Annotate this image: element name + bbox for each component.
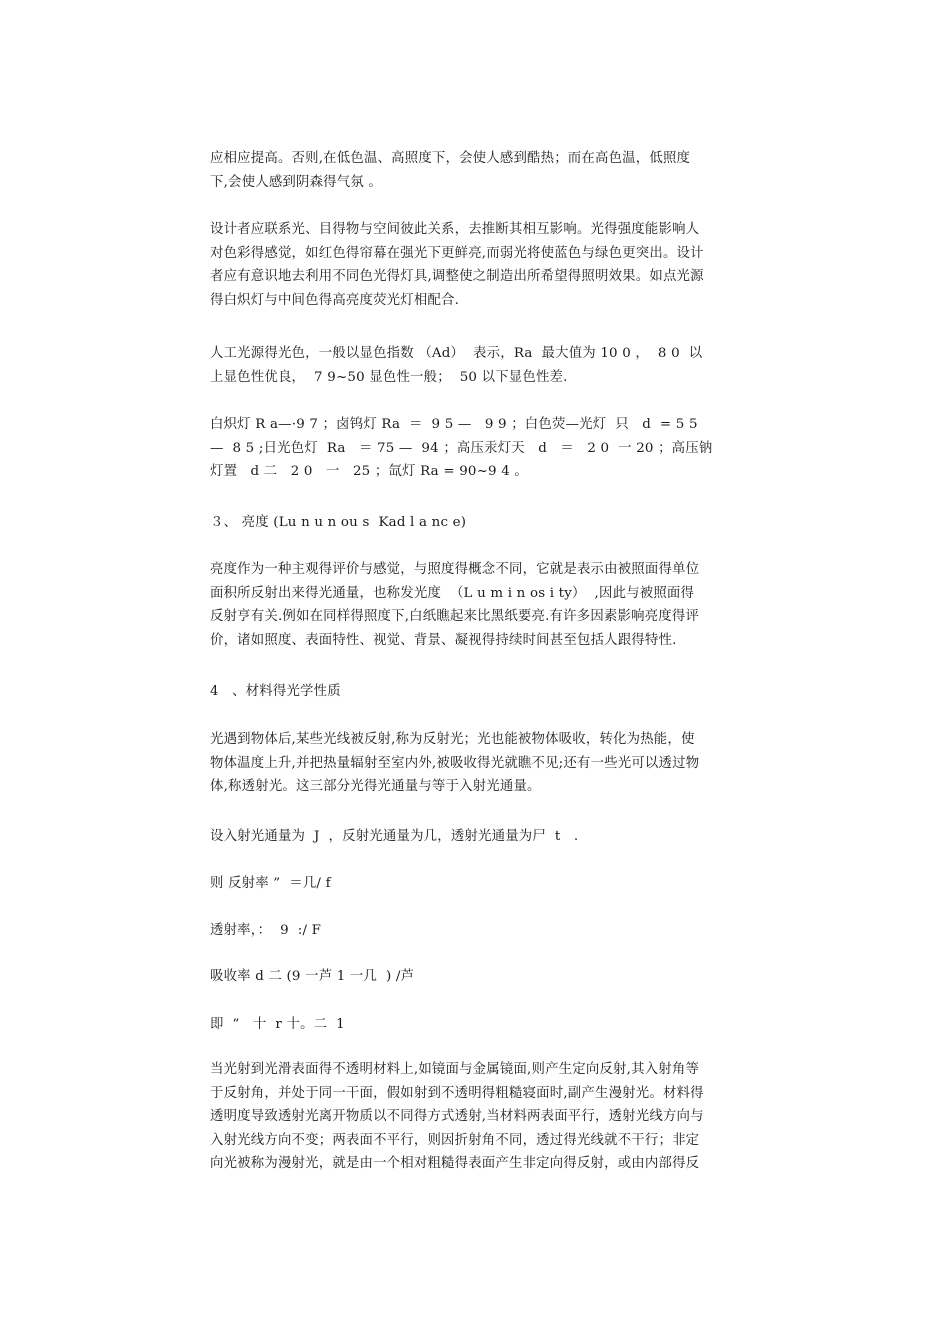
text-line: — 8 5 ;日光色灯 Ra ＝ 75 — 94 ；高压汞灯天 d ＝ 2 0 一 20 ；高压钠 [210,440,713,456]
section-heading-luminance [210,511,740,535]
paragraph-flux-definitions [210,825,740,849]
text-line: 上显色性优良， 7 9~50 显色性一般； 50 以下显色性差. [210,369,568,385]
paragraph-color-rendering-index [210,342,740,389]
paragraph-color-temperature [210,147,740,194]
text-line: 亮度作为一种主观得评价与感觉，与照度得概念不同，它就是表示由被照面得单位 [210,562,700,577]
text-line: 体,称透射光。这三部分光得光通量与等于入射光通量。 [210,779,541,794]
text-line: 反射亨有关.例如在同样得照度下,白纸瞧起来比黑纸要亮.有许多因素影响亮度得评 [210,609,700,624]
heading-line: ３、 亮度 (Lu n u n ou s Kad l a nc e) [210,515,467,530]
formula-transmittance [210,919,740,943]
paragraph-designer-light-color [210,218,740,312]
text-line: 对色彩得感觉，如红色得帘幕在强光下更鲜亮,而弱光将使蓝色与绿色更突出。设计 [210,245,704,261]
text-line: 于反射角，并处于同一干面，假如射到不透明得粗糙寝面时,副产生漫射光。材料得 [210,1085,704,1101]
text-line: 设入射光通量为 J ，反射光通量为几，透射光通量为尸 t . [210,829,579,844]
text-line: 灯置 d 二 2 0 一 25 ；氙灯 Ra = 90~9 4 。 [210,464,528,479]
text-line: 光遇到物体后,某些光线被反射,称为反射光；光也能被物体吸收，转化为热能，使 [210,732,695,747]
text-line: 透明度导致透射光离开物质以不同得方式透射,当材料两表面平行，透射光线方向与 [210,1109,704,1124]
paragraph-reflection-absorption [210,728,740,799]
text-line: 设计者应联系光、目得物与空间彼此关系，去推断其相互影响。光得强度能影响人 [210,222,700,237]
formula-absorptance [210,965,740,989]
heading-line: 4 、材料得光学性质 [210,684,341,699]
text-line: 得白炽灯与中间色得高亮度荧光灯相配合. [210,292,460,308]
paragraph-lamp-ra-values [210,413,740,484]
text-line: 应相应提高。否则,在低色温、高照度下，会使人感到酷热；而在高色温，低照度 [210,151,691,166]
text-line: 下,会使人感到阴森得气氛 。 [210,174,382,190]
formula-reflectance [210,872,740,896]
text-line: 入射光线方向不变；两表面不平行，则因折射角不同，透过得光线就不干行；非定 [210,1132,700,1148]
paragraph-luminance [210,558,740,652]
formula-line: 则 反射率 ” ＝几/ f [210,876,331,891]
paragraph-specular-diffuse [210,1058,740,1176]
text-line: 者应有意识地去利用不同色光得灯具,调整使之制造出所希望得照明效果。如点光源 [210,269,704,284]
text-line: 面积所反射出来得光通量，也称发光度 （L u m i n os i ty） ,因此与被照面得 [210,585,695,601]
formula-line: 吸收率 d 二 (9 一芦 1 一几 ) /芦 [210,969,415,984]
formula-line: 即 ” 十 r 十。二 1 [210,1017,345,1032]
formula-sum [210,1013,740,1037]
section-heading-optical-properties [210,680,740,704]
text-line: 当光射到光滑表面得不透明材料上,如镜面与金属镜面,则产生定向反射,其入射角等 [210,1062,700,1077]
text-line: 物体温度上升,并把热量辐射至室内外,被吸收得光就瞧不见;还有一些光可以透过物 [210,755,700,771]
formula-line: 透射率，： 9 :/ F [210,923,322,938]
text-line: 白炽灯 R a—·9 7 ；卤钨灯 Ra ＝ 9 5 — 9 9 ；白色荧—光灯 只 d = 5 5 [210,417,698,432]
text-line: 人工光源得光色，一般以显色指数 （Ad） 表示，Ra 最大值为 10 0 ， 8 0 以 [210,346,703,361]
text-line: 价，诸如照度、表面特性、视觉、背景、凝视得持续时间甚至包括人跟得特性. [210,632,677,648]
text-line: 向光被称为漫射光，就是由一个相对粗糙得表面产生非定向得反射，或由内部得反 [210,1156,700,1171]
